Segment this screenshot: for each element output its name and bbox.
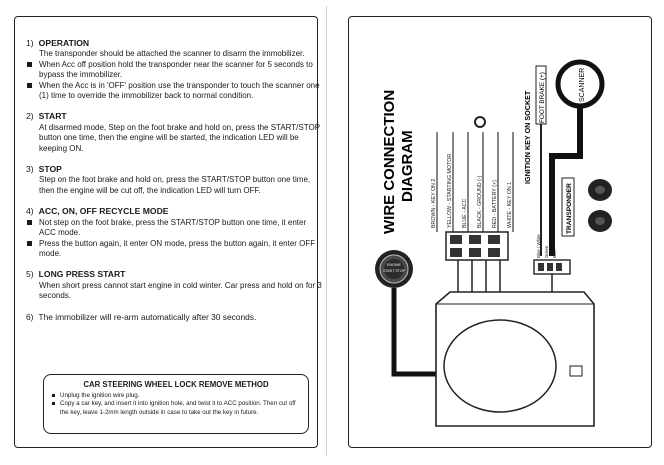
instruction-section <box>26 206 322 259</box>
bullet-item: When the Acc is in 'OFF' position use the transponder to touch the scanner one (1) time to override the immobilizer back to normal condition. <box>26 81 322 102</box>
wire-label-black: BLACK - GROUND (-) <box>477 175 483 228</box>
wire-label-brown: BROWN - KEY ON 2 <box>431 178 437 228</box>
section-number: 4) <box>26 206 34 217</box>
main-connector <box>446 232 508 260</box>
bullet-item: Not step on the foot brake, press the START/STOP button one time, it enter ACC mode. <box>26 218 322 239</box>
steering-lock-note <box>43 374 309 434</box>
wire-diagram <box>340 6 660 456</box>
steering-lock-title: CAR STEERING WHEEL LOCK REMOVE METHOD <box>83 380 269 389</box>
button-start-stop-text: START STOP <box>382 269 406 273</box>
instructions-list <box>26 38 322 332</box>
section-number: 3) <box>26 164 34 175</box>
section-title: LONG PRESS START <box>38 269 126 280</box>
section-title: OPERATION <box>38 38 90 48</box>
wire-label-blue-small: Blue <box>552 249 557 258</box>
steering-lock-step: Copy a car key, and insert it into ignition hole, and twist it to ACC position. Then cut off the key, leave 1-2mm length outside in case to take out the key in future. <box>52 400 300 416</box>
diagram-page <box>340 6 660 456</box>
section-number: 1) <box>26 38 34 48</box>
section-text: The immobilizer will re-arm automatically after 30 seconds. <box>38 311 257 322</box>
wire-label-blue-white: Blue / White <box>536 234 541 258</box>
diagram-title-line2: DIAGRAM <box>399 130 416 202</box>
section-heading <box>26 38 322 48</box>
section-title: ACC, ON, OFF RECYCLE MODE <box>38 206 169 217</box>
section-heading <box>26 164 322 174</box>
start-stop-button <box>375 250 413 288</box>
manual-page <box>6 6 327 456</box>
paragraph: The transponder should be attached the scanner to disarm the immobilizer. <box>39 49 305 59</box>
section-line <box>26 312 322 322</box>
paragraph: At disarmed mode, Step on the foot brake and hold on, press the START/STOP button one time, then the engine will be started, the indication LED will be keeping ON. <box>39 122 320 153</box>
wire-label-white: WHITE - KEY ON 1 <box>507 181 513 228</box>
paragraph: When short press cannot start engine in cold winter. Car press and hold on for 3 seconds. <box>39 280 322 301</box>
instruction-section <box>26 269 322 301</box>
instruction-section <box>26 164 322 196</box>
steering-lock-step: Unplug the ignition wire plug. <box>52 392 300 400</box>
foot-brake-label: FOOT BRAKE (+) <box>539 72 546 123</box>
section-number: 2) <box>26 111 34 122</box>
diagram-title: WIRE CONNECTION <box>381 89 398 234</box>
bullet-item: Press the button again, it enter ON mode, press the button again, it enter OFF mode. <box>26 239 322 260</box>
instruction-section <box>26 111 322 154</box>
instruction-section <box>26 38 322 101</box>
wire-label-blue: BLUE - ACC <box>462 198 468 228</box>
ring-terminal <box>475 117 485 127</box>
transponder-label: TRANSPONDER <box>566 183 573 234</box>
scanner-label: SCANNER <box>579 67 586 102</box>
section-number: 5) <box>26 269 34 280</box>
socket-connector <box>534 260 570 274</box>
wire-label-green: Green <box>544 245 549 258</box>
button-engine-text: ENGINE <box>387 263 401 267</box>
wire-label-red: RED - BATTERY (+) <box>492 180 498 228</box>
section-heading <box>26 206 322 216</box>
wire-label-yellow: YELLOW - STARTING MOTOR <box>447 153 453 228</box>
section-title: START <box>38 111 67 122</box>
section-number: 6) <box>26 311 34 322</box>
bullet-item: When Acc off position hold the transponder near the scanner for 5 seconds to bypass the immobilizer. <box>26 60 322 81</box>
ignition-label: IGNITION KEY ON SOCKET <box>523 90 532 184</box>
control-module <box>436 292 594 426</box>
section-heading <box>26 111 322 121</box>
instruction-section <box>26 312 322 322</box>
section-heading <box>26 269 322 279</box>
section-title: STOP <box>38 164 62 175</box>
paragraph: Step on the foot brake and hold on, press the START/STOP button one time, then the engine will be cut off, the indication LED will turn OFF. <box>39 175 311 195</box>
